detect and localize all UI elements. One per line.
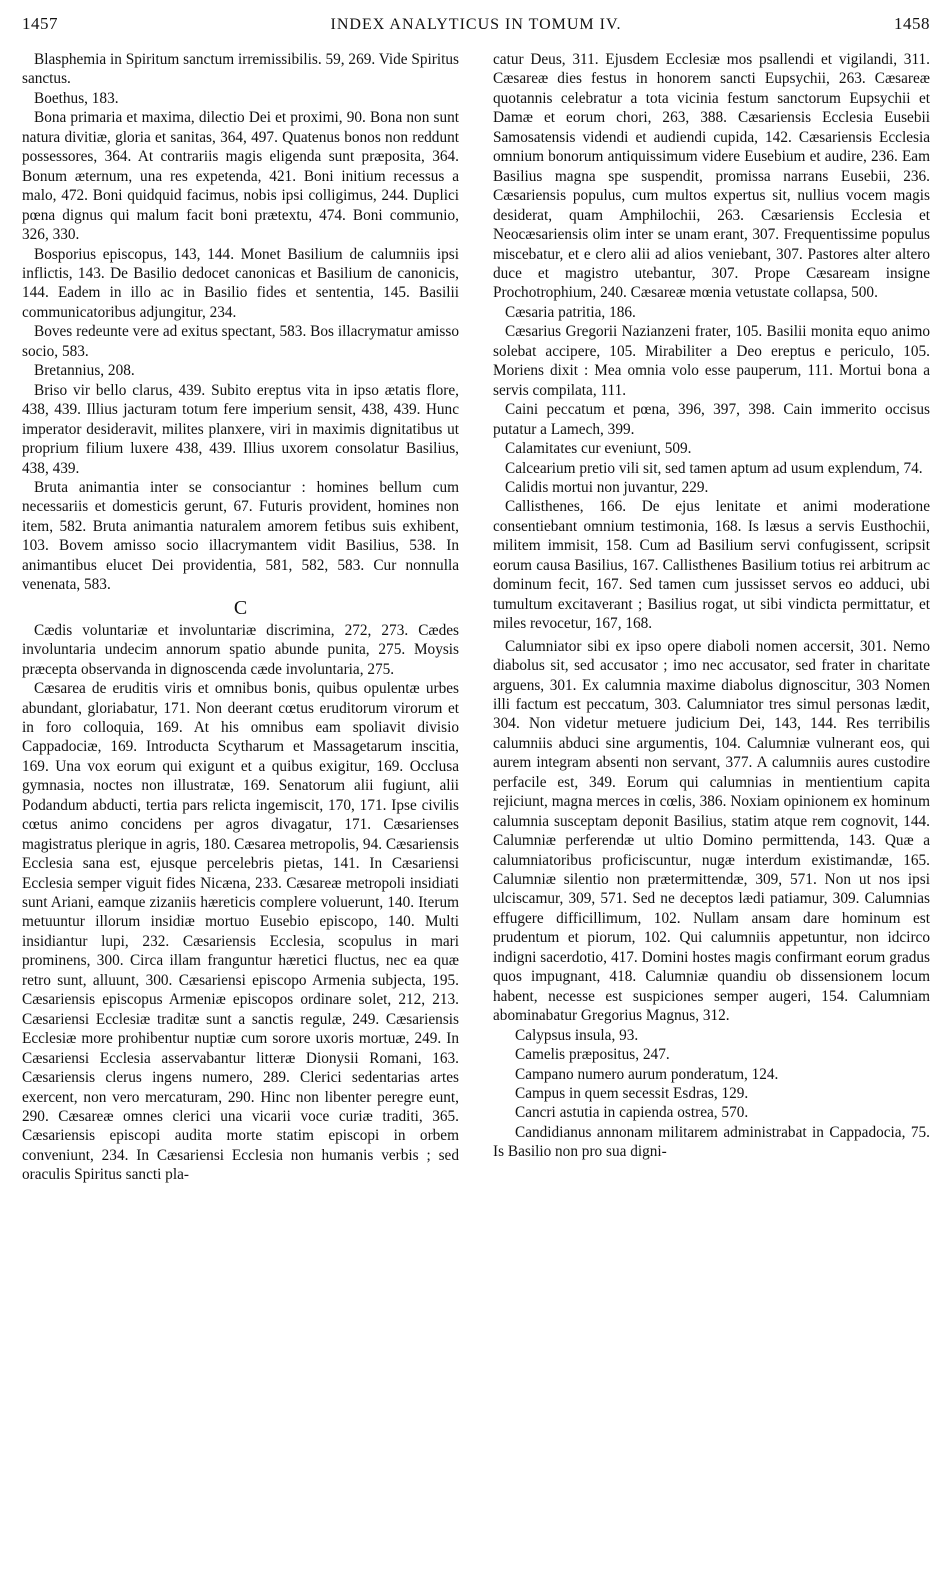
index-entry: Boves redeunte vere ad exitus spectant, 583. Bos illacrymatur amisso socio, 583. [22,323,459,360]
page-number-left: 1457 [22,14,58,33]
index-entry: Cædis voluntariæ et involuntariæ discrimina, 272, 273. Cædes involuntaria undecim annorum spatio abunde punita, 275. Moysis præcepta observanda in dignoscenda cæde involuntaria, 275. [22,621,459,678]
index-entry: Blasphemia in Spiritum sanctum irremissibilis. 59, 269. Vide Spiritus sanctus. [22,51,459,88]
index-entry: Bretannius, 208. [34,362,135,380]
index-entry: Calypsus insula, 93. [515,1026,639,1044]
index-entry: Calcearium pretio vili sit, sed tamen aptum ad usum explendum, 74. [505,459,923,477]
index-entry: Campus in quem secessit Esdras, 129. [515,1085,749,1103]
index-entry: Bona primaria et maxima, dilectio Dei et proximi, 90. Bona non sunt natura divitiæ, gloria et sanitas, 364, 497. Quatenus bonos non reddunt possessores, 364. At contrariis magis eligenda sunt præposita, 364. Bonum æternum, una res expetenda, 421. Boni initium recessus a malo, 472. Boni quidquid facimus, nobis ipsi colligimus, 244. Duplici pœna dignus qui malum facit boni prætextu, 474. Boni communio, 326, 330. [22,109,459,244]
index-entry: Callisthenes, 166. De ejus lenitate et animi moderatione consentiebant omnium testimonia, 168. Is læsus a servis Eusthochii, militem immisit, 158. Cum ad Basilium servi confugissent, scripsit eorum causa Basilius, 167. Callisthenes Basilium totius rei arbitrum ac dominum fecit, 167. Sed tamen cum jussisset servos eo adduci, ubi tumultum excitaverant ; Basilius rogat, ut sibi vindicta permittatur, et miles revocetur, 167, 168. [493,498,930,633]
index-entry: Cæsarius Gregorii Nazianzeni frater, 105. Basilii monita equo animo solebat accipere, 105. Mirabiliter a Deo ereptus e periculo, 105. Moriens dixit : Mea omnia volo esse pauperum, 111. Mortui bona a servis compilata, 111. [493,323,930,399]
right-column [493,50,930,1185]
index-entry: Calamitates cur eveniunt, 509. [505,440,692,458]
section-letter-heading: C [233,596,248,619]
index-entry: Bruta animantia inter se consociantur : homines bellum cum necessariis et domesticis gerunt, 67. Futuris provident, homines non item, 582. Bruta animantia naturalem amorem fetibus suis exhibent, 103. Bovem amisso socio illacrymantem vidit Basilius, 538. In animantibus elucet Dei providentia, 581, 582, 583. Cur nonnulla venenata, 583. [22,478,459,594]
index-entry: Caini peccatum et pœna, 396, 397, 398. Cain immerito occisus putatur a Lamech, 399. [493,401,930,438]
running-title: INDEX ANALYTICUS IN TOMUM IV. [330,16,622,33]
index-entry: Calumniator sibi ex ipso opere diaboli nomen accersit, 301. Nemo diabolus sit, sed accusator ; imo nec accusator, sed frater in charitate arguens, 301. Ex calumnia maxime diabolus dignoscitur, 303 Nomen illi factum est peccatum, 303. Calumniator tres simul personas lædit, 304. Non videtur metuere judicium Dei, 143, 144. Res terribilis calumniis abduci sine argumentis, 104. Calumniæ vulnerant eos, qui aurem integram absenti non servant, 377. A calumniis aures custodire perfacile est, 349. Eorum qui calumnias in mentientium capita rejiciunt, magna merces in cœlis, 386. Noxiam opinionem ex hominum calumnia susceptam deponit Basilius, statim atque rem cognovit, 144. Calumniæ perferendæ ut ultio Domino permittenda, 143. Quæ a calumniatoribus proficiscuntur, nugæ interdum existimandæ, 165. Calumniæ silentio non prætermittendæ, 309, 571. Non ut nos ipsi ulciscamur, 309, 571. Sed ne deceptos lædi patiamur, 309. Calumnias effugere difficillimum, 102. Nullam ansam dare hominum est prudentum et piorum, 102. Qui calumniis appetuntur, non idcirco indigni sacerdotio, 417. Domini hostes magis confirmant eorum gradus quos impugnant, 418. Calumniæ quandiu ob dissensionem locum habent, necesse est suspiciones semper augeri, 154. Calumniam abominabatur Gregorius Magnus, 312. [493,637,930,1025]
running-head [22,14,930,38]
index-entry: Cancri astutia in capienda ostrea, 570. [515,1104,749,1122]
index-entry: Calidis mortui non juvantur, 229. [505,478,709,496]
index-entry: Briso vir bello clarus, 439. Subito ereptus vita in ipso ætatis flore, 438, 439. Illius jacturam totum fere imperium sensit, 438, 439. Hunc imperator desideravit, milites planxere, viri in maximis dignitatibus ut proprium filium luxere 438, 439. Illius uxorem consolatur Basilius, 438, 439. [22,381,459,477]
index-entry: Candidianus annonam militarem administrabat in Cappadocia, 75. Is Basilio non pro sua digni- [493,1123,930,1161]
left-column [22,50,459,1185]
index-entry: Boethus, 183. [34,89,119,107]
index-entry: Campano numero aurum ponderatum, 124. [515,1065,779,1083]
index-entry: Camelis præpositus, 247. [515,1046,670,1064]
index-entry: Cæsarea de eruditis viris et omnibus bonis, quibus opulentæ urbes abundant, gloriabatur, 171. Non deerant cœtus eruditorum virorum et in foro colloquia, 169. At his omnibus eam spoliavit divisio Cappadociæ, 169. Introducta Scytharum et Massagetarum inscitia, 169. Una vox eorum qui exigunt et a quibus exigitur, 169. Occlusa gymnasia, noctes non illustratæ, 169. Senatorum alii fugiunt, alii Podandum abducti, tertia pars relicta ingemiscit, 170, 171. Ipse civilis cœtus animo concidens per agros divagatur, 171. Cæsarienses magistratus plerique in agris, 180. Cæsarea metropolis, 94. Cæsariensis Ecclesia sana est, ejusque percelebris pietas, 141. In Cæsariensi Ecclesia semper viguit fides Nicæna, 233. Cæsareæ metropoli insidiati sunt Ariani, eamque zizaniis hæreticis complere voluerunt, 140. Iterum metuuntur illorum insidiæ mortuo Eusebio episcopo, 140. Multi insidiantur lupi, 232. Cæsariensis Ecclesia, scopulus in mari prominens, 300. Circa illam franguntur hæretici fluctus, nec ea quæ retro sunt, alluunt, 300. Cæsariensi episcopo Armenia subjecta, 195. Cæsariensis episcopus Armeniæ episcopos ordinare solet, 212, 213. Cæsariensi Ecclesiæ traditæ sunt a sanctis regulæ, 249. Cæsariensis Ecclesiæ more prohibentur nuptiæ cum sorore uxoris mortuæ, 249. In Cæsariensi Ecclesia asservabantur litteræ Dionysii Romani, 163. Cæsariensis clerus ingens numero, 289. Clerici sedentarias artes exercent, non vero mercaturam, 290. Hinc non libenter peregre eunt, 290. Cæsareæ omnes clerici una vicarii voce curiæ traditi, 365. Cæsariensis episcopi audita morte statim episcopi in orbem conveniunt, 234. In Cæsariensi Ecclesia non humanis verbis ; sed oraculis Spiritus sancti pla- [22,680,459,1184]
index-entry: Cæsaria patritia, 186. [505,303,636,321]
index-entry-continuation: catur Deus, 311. Ejusdem Ecclesiæ mos psallendi et vigilandi, 311. Cæsareæ dies festus in honorem sancti Eupsychii, 263. Cæsareæ quotannis celebratur a tota vicinia festum sanctorum Eupsychii et Damæ et eorum chori, 263, 388. Cæsariensis Ecclesia Eusebii Samosatensis videndi et audiendi cupida, 142. Cæsariensis Ecclesia omnium bonorum antiquissimum videre Eusebium et audire, 236. Eam Basilius magna spe suspendit, promissa narrans Eusebii, 236. Cæsariensis populus, cum multos expertus sit, nullius vocem magis desiderat, quam Amphilochii, 263. Cæsariensis Ecclesia et Neocæsariensis olim inter se unam erant, 307. Frequentissime populus miscebatur, et e clero alii ad alios veniebant, 307. Pastores alter altero duce et magistro utebantur, 307. Prope Cæsaream insigne Prochotrophium, 240. Cæsareæ mœnia vetustate collapsa, 500. [493,51,930,302]
page-number-right: 1458 [894,14,930,33]
index-entry: Bosporius episcopus, 143, 144. Monet Basilium de calumniis ipsi inflictis, 143. De Basilio dedocet canonicas et Basilium de canonicis, 144. Eadem in illo ac in Basilio fides et sententia, 145. Basilii communicatoribus adjungitur, 234. [22,245,459,321]
index-columns [22,50,930,1185]
